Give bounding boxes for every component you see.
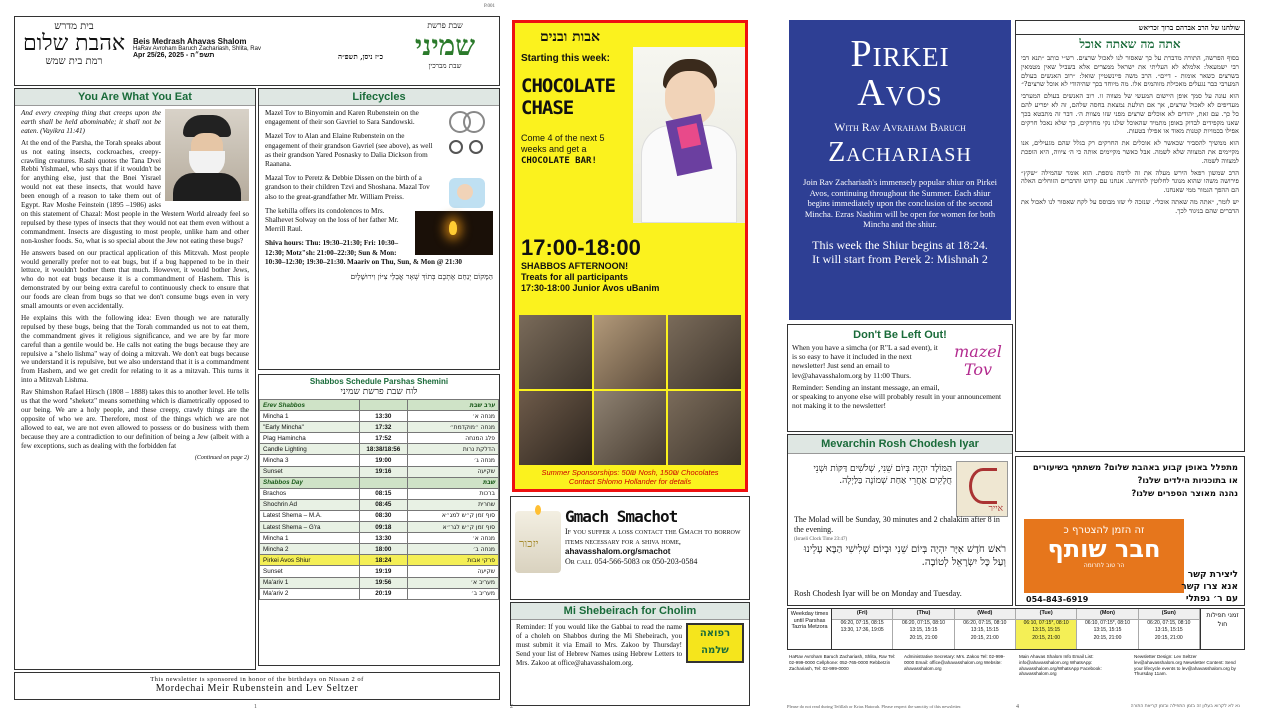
sponsor-contact: Contact Shlomo Hollander for details xyxy=(568,477,692,486)
weekday-times: 13:15, 15:15 xyxy=(909,627,938,633)
weekday-name: (Wed) xyxy=(955,609,1015,620)
schedule-row xyxy=(260,466,499,477)
nichum-text: הַמָּקוֹם יְנַחֵם אֶתְכֶם בְּתוֹךְ שְׁאָר אֲבֵלֵי צִיּוֹן וִירוּשָׁלָיִם xyxy=(350,272,493,282)
schedule-label-hebrew: מנחה ״מוקדמת״ xyxy=(407,422,498,433)
weekday-times: 13:15, 15:15 xyxy=(1154,627,1183,633)
weekday-name: (Thu) xyxy=(893,609,953,620)
schedule-label-hebrew: סוף זמן ק״ש לגר״א xyxy=(407,522,498,533)
parsha-label xyxy=(395,21,495,70)
page-one xyxy=(0,0,500,720)
rosh-title: Mevarchin Rosh Chodesh Iyar xyxy=(788,435,1012,454)
weekday-times: 06:20, 07:15, 08:10 xyxy=(1147,619,1191,626)
leftout-body: When you have a simcha (or R"L a sad event), it is so easy to have it included in the next newsletter! Just send an email to lev@ahavasshalom.org by 11:00 Thurs. xyxy=(792,343,938,380)
schedule-label-hebrew: שקיעה xyxy=(407,566,498,577)
schedule-label: Mincha 1 xyxy=(260,411,360,422)
shabbos-schedule xyxy=(258,374,500,666)
schedule-time: 19:00 xyxy=(359,455,407,466)
footer-col: Administrative Secretary: Mrs. Zakoo Tel: 02-999-0000 Email: office@ahavasshalom.org Website: ahavasshalom.org xyxy=(904,654,1005,671)
yizkor-candle-icon xyxy=(515,511,561,573)
rosh-chodesh-box xyxy=(787,434,1013,606)
logo-bottom-text: רמת בית שמש xyxy=(45,56,103,67)
schedule-time: 18:00 xyxy=(359,544,407,555)
avos-bar-text: CHOCOLATE BAR! xyxy=(521,156,597,166)
article-paragraph: Rav Shimshon Rafael Hirsch (1808 – 1888) takes this to another level. He tells us that the word "sheketz" means something which is diametrically opposed to our being. We are a holy people, and these creepy, crawly things are the opposite of who we are. Therefore, most of the things which we are not allowed to eat, we are not even allowed to possess or do business with them because they are a contradiction to our definition of being a Jew (albeit with a few exceptions, such as dealing with the forbidden fat xyxy=(21,388,249,450)
schedule-time: 17:52 xyxy=(359,433,407,444)
mishebeirach-box xyxy=(510,602,750,706)
schedule-label-hebrew: פלג המנחה xyxy=(407,433,498,444)
schedule-row xyxy=(260,422,499,433)
schedule-row xyxy=(260,444,499,455)
weekday-times: 06:10, 07:15*, 08:10 xyxy=(1084,619,1130,626)
chaver-banner-top: זה הזמן להצטרף כ xyxy=(1063,525,1145,536)
schedule-time: 18:38/18:56 xyxy=(359,444,407,455)
avos-sponsorship xyxy=(515,468,745,486)
pirkei-rav-name: Zachariash xyxy=(828,137,972,168)
dont-be-left-out-box xyxy=(787,324,1013,432)
date-english: Apr 25/26, 2025 - תשפ״ה xyxy=(133,52,215,59)
gmach-phone: Or call 054-566-5083 or 050-203-0584 xyxy=(565,557,698,566)
pirkei-perek: It will start from Perek 2: Mishnah 2 xyxy=(812,251,988,266)
weekday-times: 20:15, 21:00 xyxy=(970,634,999,641)
schedule-label: "Early Mincha" xyxy=(260,422,360,433)
schedule-label: Brachos xyxy=(260,488,360,499)
gmach-link[interactable]: ahavasshalom.org/smachot xyxy=(565,547,671,556)
rosh-chodesh-english: Rosh Chodesh Iyar will be on Monday and Tuesday. xyxy=(794,589,962,598)
schedule-label: Erev Shabbos xyxy=(260,400,360,411)
schedule-time: 13:30 xyxy=(359,411,407,422)
article-title: You Are What You Eat xyxy=(15,89,255,106)
weekday-name: (Tue) xyxy=(1016,609,1076,620)
times-label: Weekday times until Parshas Tazria Metzora xyxy=(788,609,832,649)
weekday-times: 06:20, 07:15, 08:10 xyxy=(901,619,946,626)
date-hebrew: כ״ז ניסן, תשפ״ה xyxy=(338,52,383,61)
chaver-banner-main: חבר שותף xyxy=(1047,535,1161,563)
weekday-column xyxy=(893,609,954,649)
gmach-body xyxy=(565,527,749,567)
weekday-column xyxy=(1016,609,1077,649)
weekday-times: 20:15, 21:00 xyxy=(1032,634,1061,641)
iyar-label: אייר xyxy=(988,504,1003,514)
schedule-label: Mincha 3 xyxy=(260,455,360,466)
weekday-column xyxy=(1139,609,1200,649)
schedule-label: Latest Shema – G'ra xyxy=(260,522,360,533)
pirkei-avos-ad xyxy=(789,20,1011,320)
schedule-row xyxy=(260,455,499,466)
hebrew-paragraph: הוא עונה על סמך אופן היישום המעשי של מצווה זו. רוב האנשים בעולם המערבי מעדיפים לא לאכול שרצים, אך אם תולעת נמצאת בחסה שלהם, זה לא יפריע להם כל כך. עם זאת, יהודים לא אוכלים שרצים מפני שזו מצוות ה׳. דבר זה מתבטא בכך שאנו מקפידים לבדוק באופן מתמיד שהאוכל שלנו נקי מחרקים, כך שלא נאכל חרקים אפילו בכמויות קטנות מאוד או אפילו בטעות. xyxy=(1021,92,1239,136)
lifecycle-item: Mazal Tov to Peretz & Debbie Dissen on the birth of a grandson to their children Tzvi and Shoshana. Mazal Tov also to the great-grandfather Mr. William Preiss. xyxy=(265,174,430,201)
pirkei-week: This week the Shiur begins at 18:24. xyxy=(812,237,988,252)
schedule-label-hebrew: מעריב ב׳ xyxy=(407,588,498,599)
leftout-reminder: Reminder: Sending an instant message, an email, or speaking to anyone else will probably result in your announcement not making it to the newsletter! xyxy=(792,382,1002,411)
chaver-line: נהנה מאוצר הספרים שלנו? xyxy=(1131,488,1238,498)
masthead xyxy=(14,16,500,86)
hebrew-paragraph: הרב שמשון רפאל הירש מעלה את זה לרמה נוספת. הוא אומר שהמילה ״שקץ״ פירושה משהו שהוא מנוגד לחלוטין להוויתנו. אנחנו עם קדוש והדברים הזוחלים האלה הם ההפך הגמור ממי שאנחנו. xyxy=(1021,168,1239,195)
masthead-info xyxy=(133,37,383,61)
lifecycle-item: The kehilla offers its condolences to Mrs. Shalhevet Solway on the loss of her father Mr. Merrill Raul. xyxy=(265,206,399,234)
schedule-label-hebrew: פרקי אבות xyxy=(407,555,498,566)
avos-title-hebrew: אבות ובנים xyxy=(539,29,601,45)
schedule-time: 19:19 xyxy=(359,566,407,577)
molad-english xyxy=(794,515,1006,545)
schedule-label-hebrew: שבת xyxy=(407,477,498,488)
article-paragraph: At the end of the Parsha, the Torah speaks about us not eating insects, cockroaches, creepy-crawling creatures. Rashi quotes the Tana Dvei Rebbi Yishmael, who says that if it wouldn't be for anything else, just that the Bnei Yisrael would not eat these insects, that would have been enough of a reason to take them out of Egypt. Rav Moshe Feinstein (1895 –1986) asks on this statement of Chazal: Most people in the Western World already feel so repulsed by these types of insects that they would not eat them even without a commandment. Insects are disgusting to most people, unlike ham and other non-kosher foods. So, what is so special about the Jew not eating these bugs? xyxy=(21,138,249,245)
avos-come xyxy=(521,133,629,167)
schedule-row xyxy=(260,588,499,599)
weekday-times: 20:15, 21:00 xyxy=(1154,634,1183,641)
schedule-label-hebrew: סוף זמן ק״ש למג״א xyxy=(407,510,498,521)
lifecycle-item: Mazel Tov to Binyomin and Karen Rubenstein on the engagement of their son Gavriel to Sara Sandowski. xyxy=(265,109,419,127)
shul-name: Beis Medrash Ahavas Shalom xyxy=(133,37,247,46)
event-photo xyxy=(519,315,592,389)
schedule-label-hebrew: שקיעה xyxy=(407,466,498,477)
schedule-label: Plag Hamincha xyxy=(260,433,360,444)
weekday-times-table xyxy=(787,608,1245,650)
page-number: 1 xyxy=(254,704,257,710)
schedule-time: 17:32 xyxy=(359,422,407,433)
chaver-contact: ליצירת קשר אנא צרו קשר עם ר׳ נפתלי xyxy=(1181,570,1238,604)
weekday-times: 13:15, 15:15 xyxy=(970,627,999,633)
schedule-label-hebrew: מעריב א׳ xyxy=(407,577,498,588)
schedule-time: 19:16 xyxy=(359,466,407,477)
footer-col: HaRav Avroham Baruch Zachariash, Shlita, Rav Tel: 02-999-0000 Cellphone: 052-765-0000 Rebbetzin Zachariash, Tel: 02-999-0000 xyxy=(789,654,896,671)
weekday-times: 13:30, 17:36, 19:05 xyxy=(840,627,884,633)
dedication-box xyxy=(14,672,500,700)
schedule-time: 19:56 xyxy=(359,577,407,588)
avos-time: 17:00-18:00 xyxy=(521,235,641,260)
sagittarius-bow-icon xyxy=(956,461,1008,517)
mishebeirach-body: Reminder: If you would like the Gabbai to read the name of a choleh on Shabbos during the Mi Shebeirach, you must submit it via Email to Mrs. Zakoo by Thursday! Send your list of Hebrew Names using Hebrew Letters to Mrs. Zakoo at office@ahavasshalom.org. xyxy=(516,623,682,667)
schedule-label-hebrew: ברכות xyxy=(407,488,498,499)
lifecycles-box xyxy=(258,88,500,370)
hebrew-article-column xyxy=(1015,20,1245,452)
weekday-column xyxy=(1077,609,1138,649)
pirkei-title: Pirkei xyxy=(850,33,950,75)
rabbi-photo xyxy=(165,109,249,201)
photo-grid xyxy=(519,315,741,465)
parsha-name: שמיני xyxy=(414,29,476,62)
fine-print-hebrew: נא לא לקרוא בעלון זה בזמן התפילה ובזמן קריאת התורה xyxy=(1130,704,1240,709)
dedication-names: Mordechai Meir Rubenstein and Lev Seltzer xyxy=(155,683,359,694)
hebrew-column-header: שולחנו של הרב אברהם ברוך זכריאש xyxy=(1016,21,1244,35)
memorial-candle-icon xyxy=(415,211,493,255)
avos-ubanim-flyer xyxy=(512,20,748,492)
article-quote: And every creeping thing that creeps upon the earth shall be held abominable; it shall not be eaten. (Vayikra 11:41) xyxy=(21,109,161,135)
molad-text: The Molad will be Sunday, 30 minutes and 2 chalakim after 8 in the evening. xyxy=(794,515,1000,534)
avos-details xyxy=(521,261,659,294)
weekday-column xyxy=(955,609,1016,649)
schedule-label-hebrew: מנחה ב׳ xyxy=(407,544,498,555)
weekday-name: (Fri) xyxy=(832,609,892,620)
pirkei-desc: Join Rav Zachariash's immensely popular shiur on Pirkei Avos, continuing throughout the Summer. Each shiur begins immediately upon the conclusion of the second Mincha. Ezras Nashim will be open for women for both Mincha and the shiur. xyxy=(803,177,997,229)
avos-title: Avos xyxy=(857,72,943,114)
avos-come-text: Come 4 of the next 5 weeks and get a xyxy=(521,133,605,154)
molad-note: (Israeli Clock Time 23:47) xyxy=(794,537,848,542)
schedule-time: 13:30 xyxy=(359,533,407,544)
weekday-times: 06:20, 07:15, 08:10 xyxy=(963,619,1007,626)
schedule-label: Ma'ariv 2 xyxy=(260,588,360,599)
article-column xyxy=(14,88,256,670)
hebrew-article-title: אתה מה שאתה אוכל xyxy=(1079,37,1181,51)
schedule-row xyxy=(260,411,499,422)
schedule-row xyxy=(260,433,499,444)
schedule-row xyxy=(260,400,499,411)
boy-photo xyxy=(633,47,745,223)
schedule-time xyxy=(359,477,407,488)
middle-column xyxy=(258,88,500,670)
schedule-label: Candle Lighting xyxy=(260,444,360,455)
chaver-intro xyxy=(1016,457,1244,504)
mishebeirach-title: Mi Shebeirach for Cholim xyxy=(511,603,749,620)
schedule-label-hebrew: מנחה ג׳ xyxy=(407,455,498,466)
footer-col: Newsletter Design: Lev Seltzer lev@ahavasshalom.org Newsletter Content: Send your lifecycle events to lev@ahavasshalom.org by Thursday 11am. xyxy=(1134,654,1236,677)
schedule-row xyxy=(260,566,499,577)
schedule-time: 08:45 xyxy=(359,499,407,510)
avos-starting: Starting this week: xyxy=(521,53,610,64)
schedule-time: 20:19 xyxy=(359,588,407,599)
event-photo xyxy=(519,391,592,465)
event-photo xyxy=(668,315,741,389)
weekday-times: 06:20, 07:15, 08:15 xyxy=(840,619,884,626)
weekday-times: 13:15, 15:15 xyxy=(1093,627,1122,633)
schedule-label-hebrew: מנחה א׳ xyxy=(407,533,498,544)
event-photo xyxy=(594,315,667,389)
schedule-title: Shabbos Schedule Parshas Shemini xyxy=(309,377,449,386)
avos-treats: Treats for all participants xyxy=(521,272,629,282)
schedule-label: Ma'ariv 1 xyxy=(260,577,360,588)
schedule-row xyxy=(260,499,499,510)
weekday-column xyxy=(832,609,893,649)
chaver-shutaf-box xyxy=(1015,456,1245,606)
weekday-times: 20:15, 21:00 xyxy=(1093,634,1122,641)
hebrew-paragraph: בסוף הפרשה, התורה מדברת על כך שאסור לנו לאכול שרצים. רש״י כותב ״תנא דבי רבי ישמעאל: אלמלא לא העליתי את ישראל ממצרים אלא בשביל שאין מטמאין בשרצים כשאר אומות - דיים״. הרב משה פיינשטיין שואל: ״רוב האנשים בעולם המערבי כבר נגעלים מאכילת מזוהמים אלו. מה מיוחד בכך שהיהודי לא אוכל שרצים?״ xyxy=(1021,54,1239,89)
leftout-title: Don't Be Left Out! xyxy=(853,329,947,341)
logo-top-text: בית מדרש xyxy=(54,21,94,32)
schedule-table xyxy=(259,399,499,600)
rings-icon xyxy=(441,109,493,132)
weekday-name: (Mon) xyxy=(1077,609,1137,620)
shiva-hours: Shiva hours: Thu: 19:30–21:30; Fri: 10:30–12:30; Motz"sh: 21:00–22:30; Sun & Mon: 10:30–12:30; 19:30–21:30. Maariv on Thu, Sun, & Mon @ 21:30 xyxy=(265,239,463,266)
parsha-top: שבת פרשת xyxy=(427,21,463,30)
lifecycle-item: Mazel Tov to Alan and Elaine Rubenstein on the engagement of their grandson Gavriel (see above), as well as their grandson Yared Posnasky to Dalia Dickson from Raanana. xyxy=(265,132,433,169)
schedule-label-hebrew: הדלקת נרות xyxy=(407,444,498,455)
avos-chase: CHOCOLATE CHASE xyxy=(521,75,615,119)
chaver-phone: 054-843-6919 xyxy=(1026,595,1089,604)
weekday-times: 06:10, 07:15*, 08:10 xyxy=(1023,619,1069,626)
mazel-tov-logo: mazel Tov xyxy=(954,342,1002,379)
rosh-chodesh-hebrew: רֹאשׁ חֹדֶשׁ אִיָּר יִהְיֶה בְּיוֹם שֵׁנִי וּבְיוֹם שְׁלִישִׁי הַבָּא עָלֵינוּ וְעַל כָּל יִשְׂרָאֵל לְטוֹבָה. xyxy=(803,544,1006,568)
schedule-row xyxy=(260,533,499,544)
article-paragraph: He answers based on our practical application of this Mitzvah. Most people would generally prefer not to eat bugs, but if a bug happened to be in their lettuce, it wouldn't bother them that much. However, it would bother Jews, who do not eat bugs because it is a commandment of Hashem. This is demonstrated by our being extra careful to continuously check to ensure that our foods are clean from bugs so that we don't consume bugs even in very small amounts or even accidentally. xyxy=(21,248,249,311)
schedule-label: Pirkei Avos Shiur xyxy=(260,555,360,566)
logo-main-text: אהבת שלום xyxy=(22,31,126,56)
schedule-time xyxy=(359,400,407,411)
hebrew-paragraph: הוא ממשיך להסביר שכאשר לא אוכלים את החרקים רק בגלל שהם מגעילים, אנו מקיימים את המצווה שלא לשמה. אבל כאשר מקיימים אותה כי ה׳ ציווה, היא הופכת למצווה לשמה. xyxy=(1021,139,1239,165)
chaver-line: מתפלל באופן קבוע באהבת שלום? משתתף בשיעורים או בתוכניות הילדים שלנו? xyxy=(1032,462,1238,485)
chaver-banner xyxy=(1024,519,1184,593)
fine-print: Please do not read during Tefillah or Krias Hatorah. Please respect the sanctity of this newsletter. xyxy=(787,704,962,709)
gmach-box xyxy=(510,496,750,600)
schedule-label: Latest Shema – M.A. xyxy=(260,510,360,521)
footer-col: Main Ahavas Shalom Info Email List: info@ahavasshalom.org WhatsApp: ahavasshalom.org/WhatsApp Facebook: ahavasshalom.org xyxy=(1019,654,1102,677)
schedule-row xyxy=(260,555,499,566)
schedule-label: Sunset xyxy=(260,466,360,477)
chaver-banner-sub: הר טוב לתרומה xyxy=(1083,562,1125,569)
avos-junior: 17:30-18:00 Junior Avos uBanim xyxy=(521,283,660,293)
schedule-time: 08:30 xyxy=(359,510,407,521)
avos-shabbos: SHABBOS AFTERNOON! xyxy=(521,261,629,271)
pirkei-with: With Rav Avraham Baruch xyxy=(834,120,966,134)
schedule-label-hebrew: ערב שבת xyxy=(407,400,498,411)
gmach-title: Gmach Smachot xyxy=(565,507,678,526)
event-photo xyxy=(668,391,741,465)
baby-icon xyxy=(441,174,493,207)
schedule-row xyxy=(260,522,499,533)
refua-shleima-logo: רפואה שלמה xyxy=(686,623,744,663)
schedule-row xyxy=(260,477,499,488)
couple-icon xyxy=(441,132,493,174)
page-number: 4 xyxy=(1016,704,1019,710)
contact-footer xyxy=(787,652,1245,700)
schedule-label: Mincha 2 xyxy=(260,544,360,555)
schedule-time: 08:15 xyxy=(359,488,407,499)
parsha-bottom: שבת מברכין xyxy=(428,62,462,70)
gmach-text: If you suffer a loss contact the Gmach to borrow items necessary for a shiva home, xyxy=(565,527,741,546)
schedule-row xyxy=(260,544,499,555)
lifecycles-title: Lifecycles xyxy=(259,89,499,106)
schedule-label: Sunset xyxy=(260,566,360,577)
schedule-label: Shochrin Ad xyxy=(260,499,360,510)
yizkor-text: יזכור xyxy=(519,537,539,550)
schedule-label-hebrew: שחרית xyxy=(407,499,498,510)
page-number: 2 xyxy=(510,704,513,710)
schedule-label-hebrew: מנחה א׳ xyxy=(407,411,498,422)
shul-rav: HaRav Avroham Baruch Zachariash, Shlita, Rav xyxy=(133,46,261,52)
schedule-title-hebrew: לוח שבת פרשת שמיני xyxy=(340,387,418,397)
schedule-label: Shabbos Day xyxy=(260,477,360,488)
schedule-row xyxy=(260,488,499,499)
sponsor-line: Summer Sponsorships: 50₪ Nosh, 150₪ Chocolates xyxy=(541,468,719,477)
weekday-times: 13:15, 15:15 xyxy=(1032,627,1061,633)
times-label-hebrew: זמני תפילות חול xyxy=(1200,609,1244,649)
schedule-time: 18:24 xyxy=(359,555,407,566)
dedication-line: This newsletter is sponsored in honor of the birthdays on Nissan 2 of xyxy=(150,676,364,683)
molad-hebrew: הַמּוֹלָד יִהְיֶה בְּיוֹם שֵׁנִי, שְׁלֹשִׁים דַּקּוֹת וּשְׁנֵי חֲלָקִים אַחֲרֵי אַחַת שְׁמוֹנֶה בַּלַּיְלָה. xyxy=(813,464,952,486)
schedule-row xyxy=(260,510,499,521)
event-photo xyxy=(594,391,667,465)
continued-note: (Continued on page 2) xyxy=(194,454,249,461)
article-paragraph: He explains this with the following idea: Even though we are naturally repulsed by these bugs, being that the Torah commanded us not to eat them, the commandment gives it religious significance, and we are by far more careful than a gentile would be. He calls not eating the bugs because they are repulsive a "shelo lishma" way of doing a mitzvah. We don't eat bugs because we understand it is repulsive, but we also understand that it is a commandment from Hashem, and we get credit for relating to it as a mitzvah. This turns it into a Mitzvah Lishma. xyxy=(21,313,249,385)
weekday-name: (Sun) xyxy=(1139,609,1199,620)
hebrew-paragraph: יש לומר, ״אתה מה שאתה אוכל״. שנזכה לי שזו מבוסס על לקח שאסור לנו לאכול את הדברים שהם בניגוד לכך. xyxy=(1021,197,1239,215)
weekday-times: 20:15, 21:00 xyxy=(909,634,938,641)
schedule-time: 09:18 xyxy=(359,522,407,533)
page-code: P.001 xyxy=(484,4,495,9)
schedule-row xyxy=(260,577,499,588)
logo-ahavas-shalom xyxy=(19,21,129,67)
schedule-label: Mincha 1 xyxy=(260,533,360,544)
